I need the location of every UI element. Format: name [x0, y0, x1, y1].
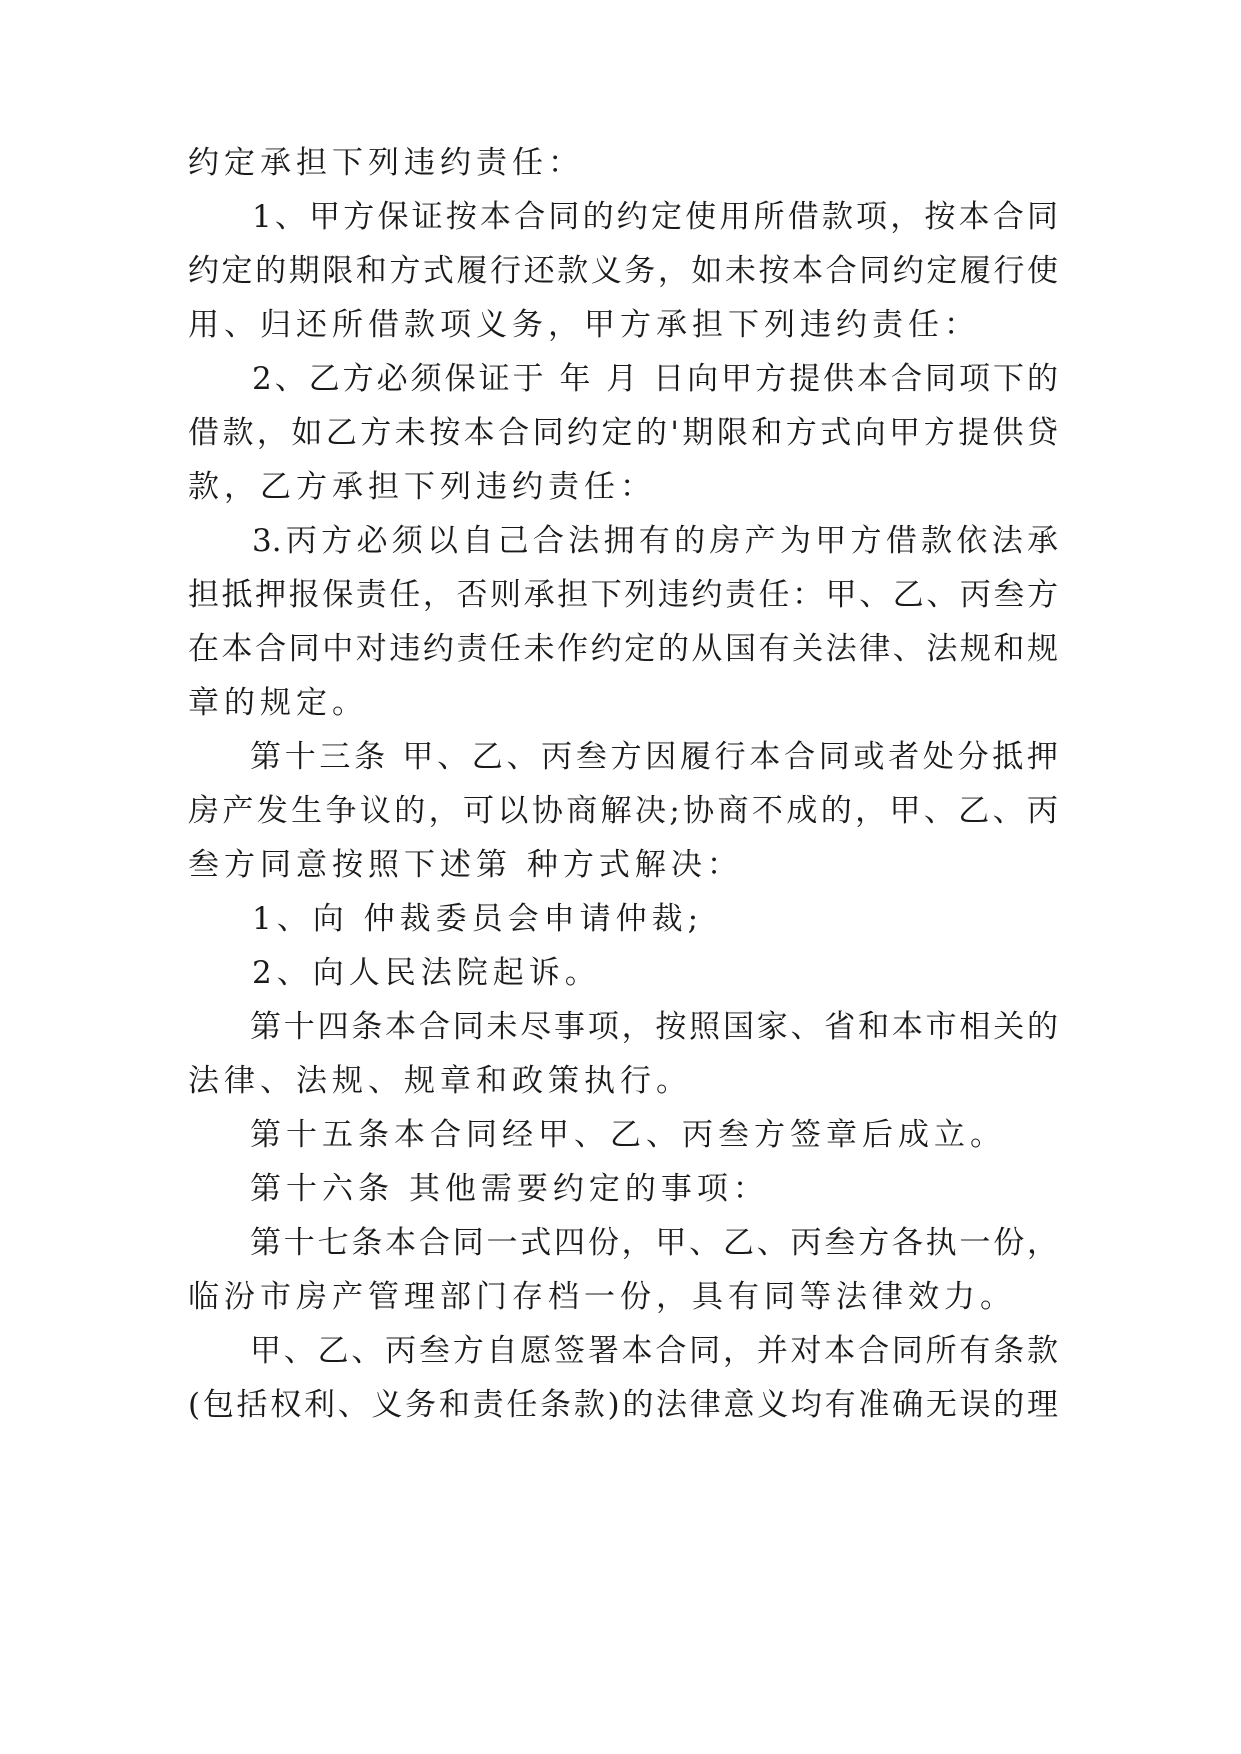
text-line: 叁方同意按照下述第 种方式解决： — [188, 847, 743, 883]
text-line: 约定承担下列违约责任： — [188, 145, 584, 181]
text-line: 第十七条本合同一式四份，甲、乙、丙叁方各执一份， — [250, 1225, 1058, 1261]
text-line: 章的规定。 — [188, 685, 368, 721]
text-line: 在本合同中对违约责任未作约定的从国有关法律、法规和规 — [188, 631, 1058, 667]
text-line: 约定的期限和方式履行还款义务，如未按本合同约定履行使 — [188, 253, 1058, 289]
text-line: (包括权利、义务和责任条款)的法律意义均有准确无误的理 — [188, 1387, 1058, 1423]
text-line: 担抵押报保责任，否则承担下列违约责任：甲、乙、丙叁方 — [188, 577, 1058, 613]
text-line: 第十三条 甲、乙、丙叁方因履行本合同或者处分抵押 — [250, 739, 1058, 775]
text-line: 第十四条本合同未尽事项，按照国家、省和本市相关的 — [250, 1009, 1058, 1045]
text-line: 借款，如乙方未按本合同约定的'期限和方式向甲方提供贷 — [188, 415, 1058, 451]
text-line: 1、向 仲裁委员会申请仲裁; — [252, 901, 704, 937]
text-line: 款，乙方承担下列违约责任： — [188, 469, 656, 505]
text-line: 3.丙方必须以自己合法拥有的房产为甲方借款依法承 — [252, 523, 1058, 559]
text-line: 甲、乙、丙叁方自愿签署本合同，并对本合同所有条款 — [250, 1333, 1058, 1369]
text-line: 临汾市房产管理部门存档一份，具有同等法律效力。 — [188, 1279, 1016, 1315]
text-line: 2、乙方必须保证于 年 月 日向甲方提供本合同项下的 — [252, 361, 1058, 397]
text-line: 用、归还所借款项义务，甲方承担下列违约责任： — [188, 307, 980, 343]
text-line: 第十六条 其他需要约定的事项： — [250, 1171, 769, 1207]
text-line: 第十五条本合同经甲、乙、丙叁方签章后成立。 — [250, 1117, 1006, 1153]
text-line: 2、向人民法院起诉。 — [252, 955, 601, 991]
text-line: 法律、法规、规章和政策执行。 — [188, 1063, 692, 1099]
text-line: 房产发生争议的，可以协商解决;协商不成的，甲、乙、丙 — [188, 793, 1058, 829]
text-line: 1、甲方保证按本合同的约定使用所借款项，按本合同 — [252, 199, 1058, 235]
